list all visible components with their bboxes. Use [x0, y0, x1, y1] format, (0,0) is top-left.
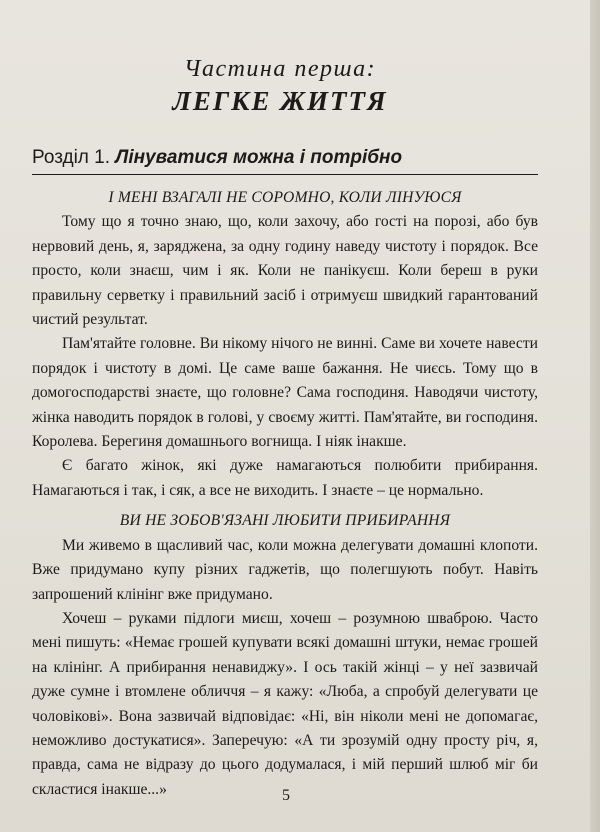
chapter-heading — [32, 147, 538, 175]
page-edge — [590, 0, 600, 832]
page-number: 5 — [282, 787, 290, 804]
paragraph: Тому що я точно знаю, що, коли захочу, або гості на порозі, або був нервовий день, я, заряджена, за одну годину наведу чистоту і порядок. Все просто, коли знаєш, чим і як. Коли не панікуєш. Коли береш в руки правильну серветку і правильний засіб і отримуєш швидкий гарантований чистий результат. — [32, 213, 538, 329]
section-heading: ВИ НЕ ЗОБОВ'ЯЗАНІ ЛЮБИТИ ПРИБИРАННЯ — [119, 512, 451, 530]
page-body — [32, 186, 538, 802]
chapter-title: Лінуватися можна і потрібно — [115, 147, 403, 168]
paragraph: Є багато жінок, які дуже намагаються полюбити прибирання. Намагаються і так, і сяк, а все не виходить. І знаєте – це нормально. — [32, 457, 538, 499]
paragraph: Пам'ятайте головне. Ви нікому нічого не винні. Саме ви хочете навести порядок і чистоту в домі. Це саме ваше бажання. Не чиєсь. Тому що в домогосподарстві знаєте, що головне? Сама господиня. Наводячи чистоту, жінка наводить порядок в голові, у своєму житті. Пам'ятайте, ви господиня. Королева. Берегиня домашнього вогнища. І ніяк інакше. — [32, 335, 538, 451]
chapter-number: Розділ 1. — [32, 147, 111, 168]
part-label: Частина перша: — [183, 56, 377, 82]
part-title: ЛЕГКЕ ЖИТТЯ — [172, 86, 388, 116]
paragraph: Хочеш – руками підлоги миєш, хочеш – розумною шваброю. Часто мені пишуть: «Немає грошей купувати всякі домашні штуки, немає грошей на клінінг. А прибирання ненавиджу». І ось такій жінці – у неї зазвичай дуже сумне і втомлене обличчя – я кажу: «Люба, а спробуй делегувати це чоловікові». Вона зазвичай відповідає: «Ні, він ніколи мені не допомагає, неможливо достукатися». Заперечую: «А ти зрозумій одну просту річ, я, правда, сама не відразу до цього додумалася, і мій перший шлюб міг би скластися інакше...» — [32, 609, 538, 798]
section-heading: І МЕНІ ВЗАГАЛІ НЕ СОРОМНО, КОЛИ ЛІНУЮСЯ — [108, 189, 462, 206]
paragraph: Ми живемо в щасливий час, коли можна делегувати домашні клопоти. Вже придумано купу різних гаджетів, що полегшують побут. Навіть запрошений клінінг вже придумано. — [32, 536, 538, 603]
